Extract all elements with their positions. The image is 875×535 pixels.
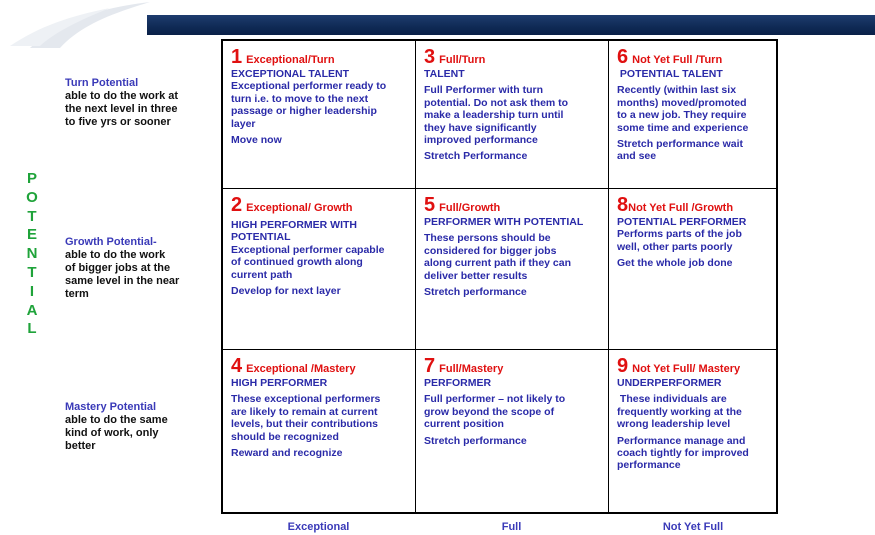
cell-number: 6 bbox=[617, 46, 629, 68]
cell-number: 5 bbox=[424, 194, 436, 216]
cell-description: Exceptional performer ready to turn i.e. to move to the next passage or higher leadership layer bbox=[231, 80, 387, 130]
cell-subtitle: HIGH PERFORMER WITH POTENTIAL bbox=[231, 219, 357, 244]
cell-action: Performance manage and coach tightly for improved performance bbox=[617, 434, 749, 472]
row-label-turn bbox=[65, 77, 215, 129]
cell-action: Stretch Performance bbox=[424, 150, 528, 163]
axis-letter: I bbox=[29, 282, 35, 300]
cell-action: Reward and recognize bbox=[231, 447, 343, 460]
cell-label: Not Yet Full /Turn bbox=[632, 54, 723, 66]
cell-heading bbox=[617, 47, 768, 67]
cell-description: Recently (within last six months) moved/promoted to a new job. They require some time and experience bbox=[617, 84, 749, 134]
potential-axis-label bbox=[22, 170, 42, 339]
grid-cell-3 bbox=[416, 41, 609, 189]
cell-action: Stretch performance bbox=[424, 286, 527, 299]
cell-description: Performs parts of the job well, other parts poorly bbox=[617, 228, 742, 253]
grid-cell-7 bbox=[416, 350, 609, 512]
axis-letter: P bbox=[26, 170, 37, 187]
cell-label: Exceptional /Mastery bbox=[246, 363, 356, 375]
row-label-title: Growth Potential- bbox=[65, 236, 157, 248]
cell-subtitle: POTENTIAL PERFORMER bbox=[617, 216, 747, 228]
column-label-not-yet-full: Not Yet Full bbox=[662, 521, 724, 533]
column-label-full: Full bbox=[501, 521, 522, 533]
grid-cell-6 bbox=[609, 41, 776, 189]
axis-letter: A bbox=[26, 301, 38, 319]
cell-heading bbox=[231, 47, 407, 67]
cell-subtitle: UNDERPERFORMER bbox=[617, 377, 722, 389]
cell-action: Stretch performance wait and see bbox=[617, 138, 744, 163]
row-label-desc: able to do the work at the next level in three to five yrs or sooner bbox=[65, 90, 179, 128]
cell-description: Exceptional performer capable of continued growth along current path bbox=[231, 243, 385, 281]
cell-number: 4 bbox=[231, 355, 243, 377]
cell-heading bbox=[617, 356, 768, 376]
axis-letter: L bbox=[27, 320, 37, 338]
row-label-title: Mastery Potential bbox=[65, 401, 157, 413]
cell-description: These individuals are frequently working at the wrong leadership level bbox=[617, 393, 742, 431]
cell-description: These exceptional performers are likely to remain at current levels, but their contributions should be recognized bbox=[231, 393, 381, 443]
row-label-title: Turn Potential bbox=[65, 77, 139, 89]
cell-label: Full/Turn bbox=[439, 54, 486, 66]
cell-label: Full/Growth bbox=[439, 202, 501, 214]
cell-heading bbox=[617, 195, 768, 215]
axis-letter: T bbox=[27, 263, 37, 281]
axis-letter: N bbox=[26, 245, 38, 263]
cell-label: Exceptional/ Growth bbox=[246, 202, 353, 214]
cell-number: 1 bbox=[231, 46, 243, 68]
cell-heading bbox=[424, 195, 600, 215]
cell-action: Stretch performance bbox=[424, 434, 527, 447]
row-label-desc: able to do the same kind of work, only better bbox=[65, 414, 168, 452]
cell-description: Full performer – not likely to grow beyond the scope of current position bbox=[424, 393, 566, 431]
nine-box-grid bbox=[221, 39, 778, 514]
cell-action: Move now bbox=[231, 134, 282, 147]
cell-number: 3 bbox=[424, 46, 436, 68]
cell-number: 7 bbox=[424, 355, 436, 377]
axis-letter: T bbox=[27, 207, 37, 225]
cell-subtitle: EXCEPTIONAL TALENT bbox=[231, 68, 350, 80]
cell-label: Exceptional/Turn bbox=[246, 54, 335, 66]
column-label-exceptional: Exceptional bbox=[287, 521, 350, 533]
cell-label: Not Yet Full/ Mastery bbox=[632, 363, 741, 375]
cell-action: Develop for next layer bbox=[231, 285, 341, 298]
grid-cell-1 bbox=[223, 41, 416, 189]
axis-letter: O bbox=[26, 188, 38, 206]
cell-number: 8 bbox=[617, 194, 629, 216]
grid-cell-8 bbox=[609, 189, 776, 350]
cell-subtitle: POTENTIAL TALENT bbox=[617, 68, 723, 80]
header-bar bbox=[147, 15, 875, 35]
row-label-desc: able to do the work of bigger jobs at the same level in the near term bbox=[65, 249, 180, 300]
cell-subtitle: TALENT bbox=[424, 68, 465, 80]
axis-letter: E bbox=[26, 226, 37, 244]
cell-number: 2 bbox=[231, 194, 243, 216]
cell-heading bbox=[424, 47, 600, 67]
cell-subtitle: HIGH PERFORMER bbox=[231, 377, 328, 389]
cell-action: Get the whole job done bbox=[617, 257, 733, 270]
cell-heading bbox=[231, 356, 407, 376]
cell-description: Full Performer with turn potential. Do not ask them to make a leadership turn until they have significantly improved performance bbox=[424, 84, 569, 147]
row-label-mastery bbox=[65, 401, 215, 453]
grid-cell-2 bbox=[223, 189, 416, 350]
cell-heading bbox=[424, 356, 600, 376]
grid-cell-4 bbox=[223, 350, 416, 512]
grid-cell-9 bbox=[609, 350, 776, 512]
row-label-growth bbox=[65, 236, 215, 301]
cell-subtitle: PERFORMER bbox=[424, 377, 492, 389]
cell-description: These persons should be considered for bigger jobs along current path if they can deliver better results bbox=[424, 232, 572, 282]
cell-heading bbox=[231, 195, 407, 215]
cell-label: Full/Mastery bbox=[439, 363, 504, 375]
grid-cell-5 bbox=[416, 189, 609, 350]
cell-number: 9 bbox=[617, 355, 629, 377]
cell-label: Not Yet Full /Growth bbox=[628, 202, 734, 214]
cell-subtitle: PERFORMER WITH POTENTIAL bbox=[424, 216, 584, 228]
swoosh-logo-graphic bbox=[0, 0, 160, 50]
